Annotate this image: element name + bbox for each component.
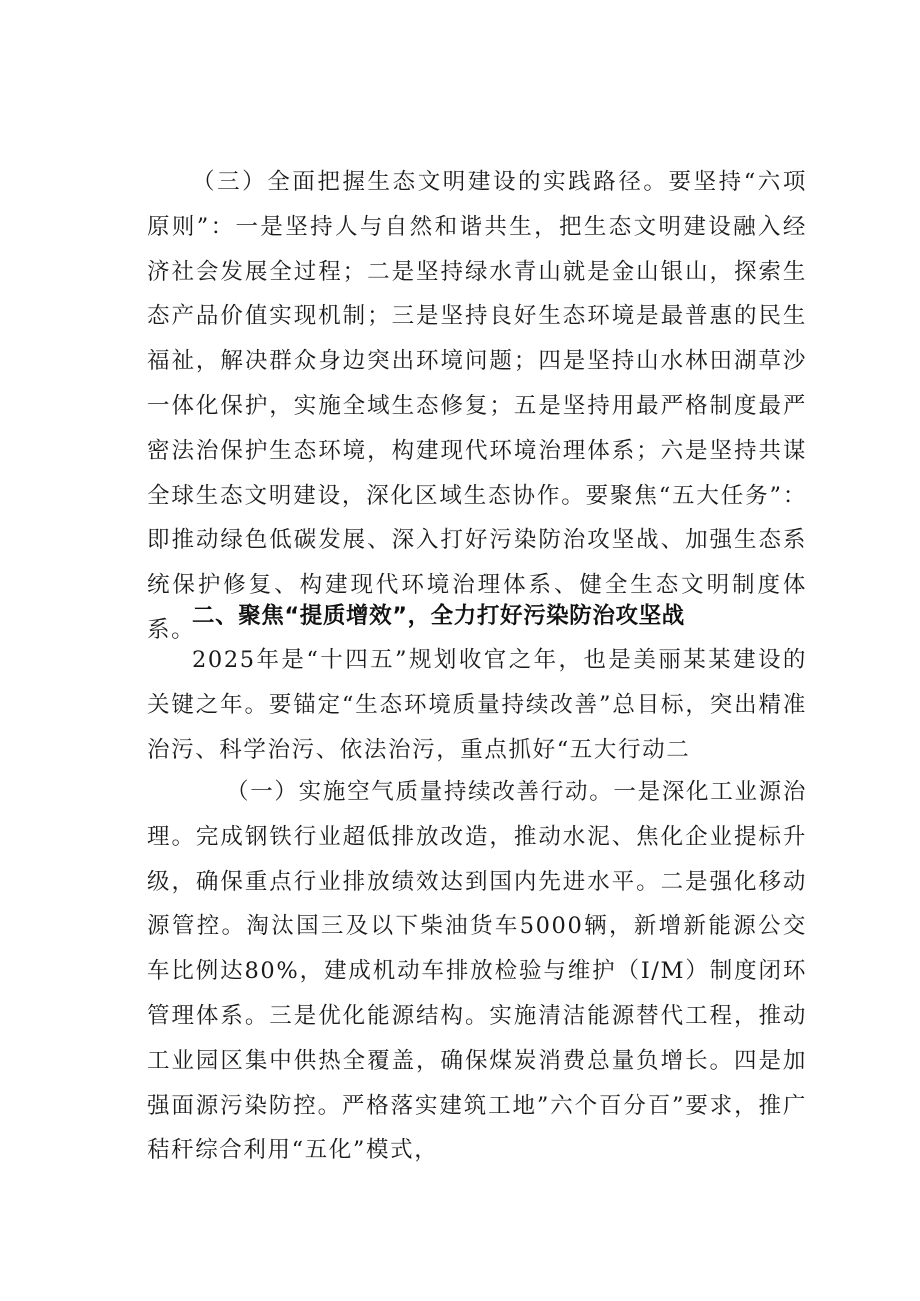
paragraph-air-quality: （一）实施空气质量持续改善行动。一是深化工业源治理。完成钢铁行业超低排放改造，推动水泥、焦化企业提标升级，确保重点行业排放绩效达到国内先进水平。二是强化移动源管控。淘汰国三及以下柴油货车5000辆，新增新能源公交车比例达80%，建成机动车排放检验与维护（I/M）制度闭环管理体系。三是优化能源结构。实施清洁能源替代工程，推动工业园区集中供热全覆盖，确保煤炭消费总量负增长。四是加强面源污染防控。严格落实建筑工地”六个百分百”要求，推广秸秆综合利用“五化”模式， [147, 779, 807, 1164]
body-section-3 [147, 770, 807, 1173]
paragraph-intro: 2025年是“十四五”规划收官之年，也是美丽某某建设的关键之年。要锚定“生态环境质量持续改善”总目标，突出精准治污、科学治污、依法治污，重点抓好“五大行动二 [147, 647, 807, 763]
body-section-2 [147, 638, 807, 772]
body-section-1 [147, 160, 807, 653]
paragraph-practice-path: （三）全面把握生态文明建设的实践路径。要坚持“六项原则”：一是坚持人与自然和谐共生，把生态文明建设融入经济社会发展全过程；二是坚持绿水青山就是金山银山，探索生态产品价值实现机制；三是坚持良好生态环境是最普惠的民生福祉，解决群众身边突出环境问题；四是坚持山水林田湖草沙一体化保护，实施全域生态修复；五是坚持用最严格制度最严密法治保护生态环境，构建现代环境治理体系；六是坚持共谋全球生态文明建设，深化区域生态协作。要聚焦“五大任务”：即推动绿色低碳发展、深入打好污染防治攻坚战、加强生态系统保护修复、构建现代环境治理体系、健全生态文明制度体系。 [147, 169, 807, 643]
section-heading: 二、聚焦“提质增效”，全力打好污染防治攻坚战 [192, 603, 685, 629]
